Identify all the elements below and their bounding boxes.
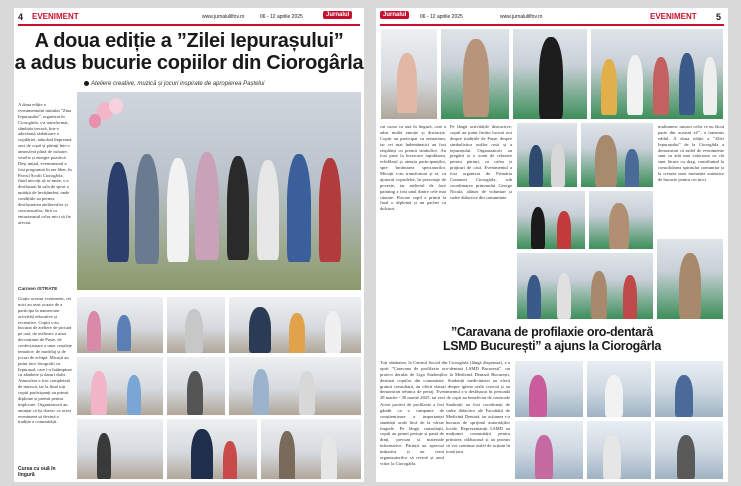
photo-gym-crowd xyxy=(516,252,654,320)
article-column-3: multumesc tuturor celor ce au făcut parte din această zi!”, a transmis edilul. A doua ediție a ”Zilei Iepurașului” de la Ciorogârla a demonstrat că astfel de evenimente sunt cu atât mai valoroase cu cât sunt făcute cu drag, contribuind la consolidarea spiritului comunitar și la crearea unor momente autentice de bucurie pentru cei mici. xyxy=(658,124,724,182)
bunny-mascot-figure xyxy=(679,253,701,319)
student-figure xyxy=(535,435,553,479)
child-figure xyxy=(529,145,543,187)
article-column-2: Pe lângă activitățile distractive, copiii au putut învăța lucruri noi despre tradițiile de Paște, despre simbolistica ouălor roșii și a iepurașului. Organizatorii au pregătit și o zonă de relaxare pentru părinți, cu cafea și prăjituri de casă. Evenimentul a fost organizat de Primăria Comunei Ciorogârla, sub coordonarea primarului George Nicula, alături de voluntari și cadre didactice din comunitate. xyxy=(450,124,512,200)
bunny-mascot-figure xyxy=(609,203,629,249)
child-figure xyxy=(167,158,189,262)
headline-line-1: A doua ediție a ”Zilei Iepurașului” xyxy=(34,30,344,52)
child-figure xyxy=(551,143,565,187)
bullet-icon xyxy=(84,81,89,86)
masthead-logo: Jurnalul xyxy=(323,11,352,19)
photo-workshop-3 xyxy=(228,296,362,354)
bunny-mascot-figure xyxy=(463,39,489,117)
headline-article-2 xyxy=(380,326,724,354)
intro-text: A doua ediție a evenimentului intitulat ”Ziua Iepurașului”, organizat în Ciorogârla, s-a transformat, sâmbăta trecută, într-o adevărată sărbătoare a copilăriei, aducând împreună zeci de copii și părinți într-o atmosferă plină de culoare, veselie și energie pozitivă. Deși inițial, evenimentul a fost programat în aer liber, în Parcul Școlii Ciorogârla, fiind nevoiți să se mute, s-a desfășurat în sala de sport a unității de învățământ, unde condițiile au permis desfășurarea ateliererilor și concursurilor, fără ca entuziasmul celor mici să fie afectat. xyxy=(18,102,72,225)
photo-egg-race-1 xyxy=(516,190,586,250)
photo-dental-5 xyxy=(586,420,652,480)
photo-bunny-walk xyxy=(656,238,724,320)
site-url: www.jurnalulilfov.ro xyxy=(500,14,543,20)
student-figure xyxy=(529,375,547,417)
child-figure xyxy=(117,315,131,351)
child-figure xyxy=(679,53,695,115)
adult-figure xyxy=(539,37,563,119)
headline2-line-1: ”Caravana de profilaxie oro-dentară xyxy=(450,325,654,339)
child-figure xyxy=(397,53,417,113)
photo-bunny-mascot xyxy=(440,28,510,120)
balloon-shape xyxy=(109,98,123,114)
headline-line-2: a adus bucurie copiilor din Ciorogârla xyxy=(14,52,364,74)
masthead-logo: Jurnalul xyxy=(380,11,409,19)
photo-dental-1 xyxy=(514,360,584,418)
photo-dental-2 xyxy=(586,360,652,418)
photo-group-gym xyxy=(590,28,724,120)
photo-child-drawing xyxy=(380,28,438,120)
subheadline xyxy=(84,81,364,87)
photo-bunny-kids xyxy=(580,122,654,188)
photo-dental-6 xyxy=(654,420,724,480)
child-figure xyxy=(531,207,545,249)
student-figure xyxy=(605,375,623,417)
child-figure xyxy=(601,59,617,115)
headline2-line-2: LSMD București” a ajuns la Ciorogârla xyxy=(442,338,662,353)
child-figure xyxy=(627,55,643,115)
child-figure xyxy=(625,149,639,187)
right-page xyxy=(376,8,728,482)
student-figure xyxy=(603,435,621,479)
page-header xyxy=(380,11,724,25)
child-figure xyxy=(187,371,203,415)
headline xyxy=(14,30,364,74)
child-figure xyxy=(195,152,219,260)
child-figure xyxy=(325,311,341,353)
body-text: Grație acestui eveniment, cei mici au avut ocazia de a participa la numeroase activități educative și recreative. Copiii s-au bucurat de ateliere de pictură pe ouă, de realizare a unor decorațiuni de Paște, de confecționare a unor coșulețe tematice, de modelaj și de jocuri de echipă. Micuții au putut face fotografii cu Iepurașul, care i-a întâmpinat cu zâmbete și daruri dulci. Atmosfera a fost completată de muzică, iar la final toți copiii participanți au primit diplome și premii pentru implicare. Organizatorii au anunțat că își doresc ca acest eveniment să devină o tradiție a comunității. xyxy=(18,296,72,425)
header-rule xyxy=(380,24,724,26)
child-figure xyxy=(527,275,541,319)
child-figure xyxy=(319,158,341,262)
photo-painting-1 xyxy=(76,356,164,416)
section-label: EVENIMENT xyxy=(650,12,697,21)
child-figure xyxy=(107,162,129,262)
article2-column-1: Acest proiect de profilaxie a fost gândit ca o campanie de conștientizare a importanței sănătății orale încă de la vârste fragede. Pe lângă consultații, copiii au primit periuțe și pastă de dinți, precum și materiale informative. Părinții au apreciat inițiativa și au cerut organizatorilor să revină și anul viitor la Ciorogârla. xyxy=(380,402,444,466)
photo-game-3 xyxy=(260,418,362,480)
site-url: www.jurnalulilfov.ro xyxy=(202,14,245,20)
child-figure xyxy=(257,160,279,260)
child-figure xyxy=(653,57,669,115)
issue-date: 06 - 12 aprilie 2025 xyxy=(260,14,303,20)
photo-game-1 xyxy=(76,418,164,480)
student-figure xyxy=(677,435,695,479)
child-figure xyxy=(623,275,637,319)
photo-game-2 xyxy=(166,418,258,480)
subsection-title: Cursa cu ouă în lingură xyxy=(18,466,56,478)
bunny-mascot-figure xyxy=(595,135,617,187)
section-label: EVENIMENT xyxy=(32,12,79,21)
article2-column-2: Studenții au fost coordonați de cadre didactice ale Facultății de Medicină Dentară, iar acțiunea s-a bucurat de sprijinul autorităților locale. Reprezentanții LSMD au mulțumit comunității pentru primirea călduroasă și au promis că vor continua astfel de acțiuni în toată țara. xyxy=(446,402,510,454)
child-figure xyxy=(557,211,571,249)
photo-workshop-2 xyxy=(166,296,226,354)
child-figure xyxy=(321,435,337,480)
left-page xyxy=(14,8,364,482)
balloon-shape xyxy=(89,114,101,128)
page-number: 4 xyxy=(18,12,24,22)
child-figure xyxy=(253,369,269,415)
child-figure xyxy=(299,371,315,415)
photo-kids-line xyxy=(516,122,578,188)
issue-date: 06 - 12 aprilie 2025 xyxy=(420,14,463,20)
author-byline: Carmen ISTRATE xyxy=(18,287,58,292)
article2-intro: Toți sănătatea, la Centrul Social din Ciorogârla (lângă dispensar), s-a oprit ”Caravana de profilaxie oro-dentară LSMD București”, un proiect derulat de Liga Studenților la Medicină Dentară București, destinat copiilor din comunitate. Studenții medicinistei au oferit gratuit consultații, au oferit sfaturi despre igiena orală corectă și au demonstrat tehnica de periaj. Evenimentul s-a desfășurat în perioada 28 martie - 30 martie 2025, iar zeci de copii au beneficiat de controale xyxy=(380,360,510,400)
photo-dental-3 xyxy=(654,360,724,418)
adult-figure xyxy=(249,307,271,353)
child-figure xyxy=(223,441,237,480)
photo-dental-4 xyxy=(514,420,584,480)
subheadline-text: Ateliere creative, muzică și jocuri inspirate de apropierea Paștelui xyxy=(91,81,265,88)
child-figure xyxy=(185,309,203,353)
child-figure xyxy=(557,273,571,319)
child-figure xyxy=(91,371,107,415)
child-figure xyxy=(227,156,249,260)
child-figure xyxy=(287,154,311,262)
photo-workshop-1 xyxy=(76,296,164,354)
child-figure xyxy=(135,154,159,264)
child-figure xyxy=(279,431,295,480)
child-figure xyxy=(87,311,101,351)
photo-painting-2 xyxy=(166,356,226,416)
photo-mayor xyxy=(512,28,588,120)
child-figure xyxy=(703,57,717,115)
student-figure xyxy=(675,375,693,417)
hero-photo-children xyxy=(76,91,362,291)
page-header xyxy=(18,11,360,25)
child-figure xyxy=(289,313,305,353)
page-number: 5 xyxy=(716,12,722,22)
article-column-1: cat cursa cu ouă în lingură, care a adus multă emoție și distracție. Copiii au participat cu entuziasm, iar cei mai îndemânatici au fost răsplătiți cu premii simbolice. Au fost puse la încercare rapiditatea, echilibrul și atenția participanților, spre încântarea spectatorilor. Micuții s-au transformat și ei, cu ajutorul vopselelor, în personaje de poveste, iar atelierul de face painting a fost unul dintre cele mai căutate. Fiecare copil a primit la final o diplomă și un pachet cu dulciuri. xyxy=(380,124,446,212)
bunny-mascot-figure xyxy=(591,271,607,319)
child-figure xyxy=(97,433,111,479)
adult-figure xyxy=(191,429,213,480)
header-rule xyxy=(18,24,360,26)
photo-egg-race-2 xyxy=(588,190,654,250)
photo-painting-3 xyxy=(228,356,362,416)
child-figure xyxy=(127,375,141,415)
